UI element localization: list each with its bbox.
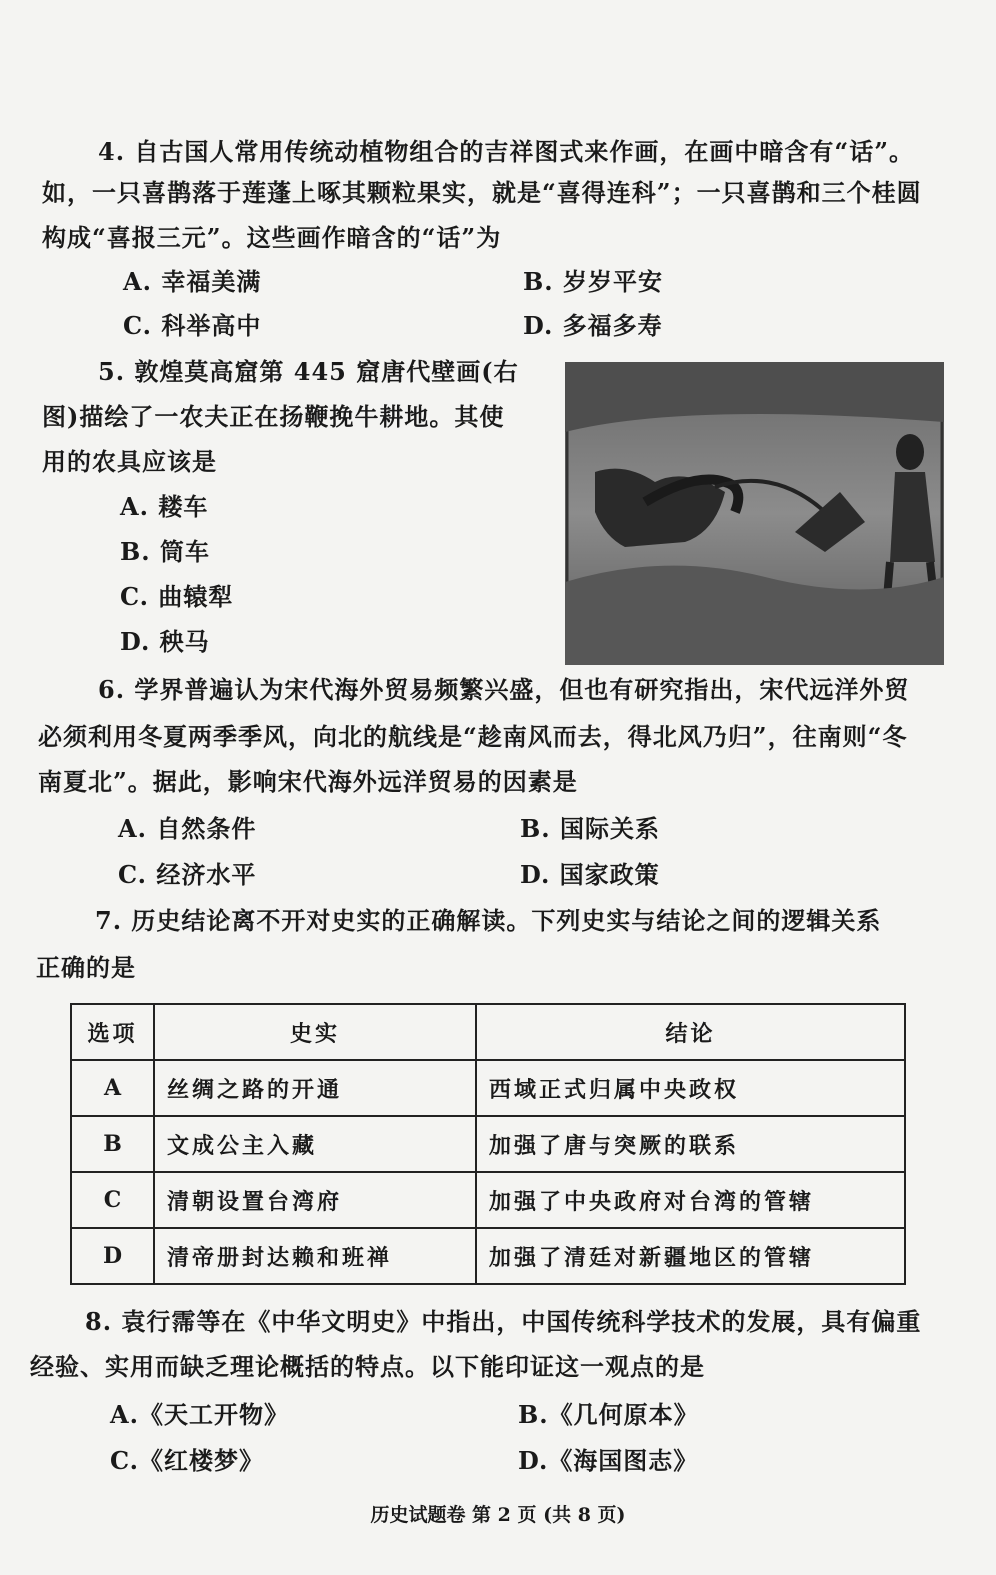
q5-line: 图)描绘了一农夫正在扬鞭挽牛耕地。其使 <box>42 402 505 431</box>
q4-line: 如，一只喜鹊落于莲蓬上啄其颗粒果实，就是“喜得连科”；一只喜鹊和三个桂圆 <box>42 178 922 207</box>
row-option: A <box>71 1060 154 1116</box>
row-conclusion: 加强了中央政府对台湾的管辖 <box>476 1172 905 1228</box>
q5-line: 5. 敦煌莫高窟第 445 窟唐代壁画(右 <box>98 357 519 386</box>
q6-line: 6. 学界普遍认为宋代海外贸易频繁兴盛，但也有研究指出，宋代远洋外贸 <box>98 675 910 704</box>
row-fact: 清帝册封达赖和班禅 <box>154 1228 476 1284</box>
table-row <box>71 1060 905 1116</box>
q8-line: 8. 袁行霈等在《中华文明史》中指出，中国传统科学技术的发展，具有偏重 <box>85 1307 922 1336</box>
q6-option-d: D. 国家政策 <box>520 860 660 889</box>
q6-option-a: A. 自然条件 <box>118 814 257 843</box>
row-fact: 文成公主入藏 <box>154 1116 476 1172</box>
q6-option-c: C. 经济水平 <box>118 860 257 889</box>
q8-option-d: D.《海国图志》 <box>518 1446 699 1475</box>
table-row <box>71 1172 905 1228</box>
q7-line: 7. 历史结论离不开对史实的正确解读。下列史实与结论之间的逻辑关系 <box>95 906 882 935</box>
q4-line: 4. 自古国人常用传统动植物组合的吉祥图式来作画，在画中暗含有“话”。 <box>98 137 915 166</box>
q4-option-d: D. 多福多寿 <box>523 311 663 340</box>
q6-option-b: B. 国际关系 <box>520 814 660 843</box>
q5-option-c: C. 曲辕犁 <box>120 582 234 611</box>
mural-plowing-image <box>565 362 944 665</box>
header-fact: 史实 <box>154 1004 476 1060</box>
q4-option-c: C. 科举高中 <box>123 311 262 340</box>
row-option: D <box>71 1228 154 1284</box>
q5-option-b: B. 筒车 <box>120 537 210 566</box>
q6-line: 南夏北”。据此，影响宋代海外远洋贸易的因素是 <box>38 767 578 796</box>
q4-option-b: B. 岁岁平安 <box>523 267 663 296</box>
q7-line: 正确的是 <box>36 953 136 982</box>
q8-option-c: C.《红楼梦》 <box>110 1446 265 1475</box>
row-conclusion: 加强了唐与突厥的联系 <box>476 1116 905 1172</box>
q5-option-d: D. 秧马 <box>120 627 210 656</box>
row-conclusion: 加强了清廷对新疆地区的管辖 <box>476 1228 905 1284</box>
q8-option-a: A.《天工开物》 <box>110 1400 289 1429</box>
q7-table <box>70 1003 906 1285</box>
table-header-row <box>71 1004 905 1060</box>
q8-line: 经验、实用而缺乏理论概括的特点。以下能印证这一观点的是 <box>30 1352 705 1381</box>
row-fact: 丝绸之路的开通 <box>154 1060 476 1116</box>
table-row <box>71 1228 905 1284</box>
page-footer: 历史试题卷 第 2 页 (共 8 页) <box>370 1504 626 1526</box>
q6-line: 必须利用冬夏两季季风，向北的航线是“趁南风而去，得北风乃归”，往南则“冬 <box>38 722 908 751</box>
q8-option-b: B.《几何原本》 <box>518 1400 699 1429</box>
q5-line: 用的农具应该是 <box>42 447 217 476</box>
q5-option-a: A. 耧车 <box>120 492 209 521</box>
row-option: C <box>71 1172 154 1228</box>
header-option: 选项 <box>71 1004 154 1060</box>
q4-option-a: A. 幸福美满 <box>123 267 262 296</box>
row-option: B <box>71 1116 154 1172</box>
header-conclusion: 结论 <box>476 1004 905 1060</box>
row-conclusion: 西域正式归属中央政权 <box>476 1060 905 1116</box>
row-fact: 清朝设置台湾府 <box>154 1172 476 1228</box>
table-row <box>71 1116 905 1172</box>
q4-line: 构成“喜报三元”。这些画作暗含的“话”为 <box>42 223 502 252</box>
